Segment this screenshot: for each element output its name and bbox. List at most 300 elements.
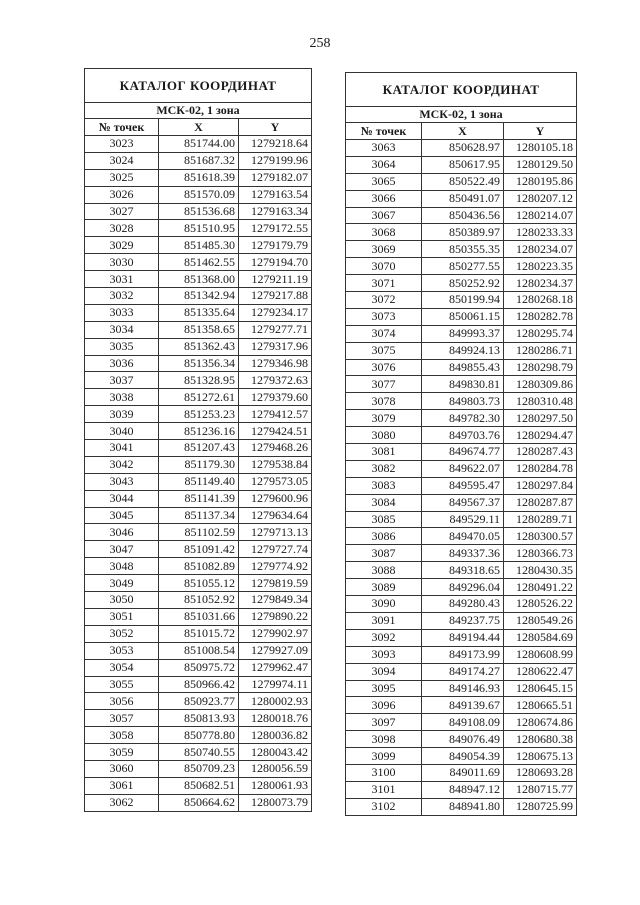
column-header-x: X bbox=[159, 119, 239, 136]
table-row bbox=[346, 275, 577, 292]
catalog-rows bbox=[85, 136, 312, 812]
point-number-cell: 3029 bbox=[85, 237, 159, 254]
y-coordinate-cell: 1280430.35 bbox=[504, 562, 577, 579]
catalog-title: КАТАЛОГ КООРДИНАТ bbox=[85, 69, 312, 103]
point-number-cell: 3066 bbox=[346, 190, 422, 207]
point-number-cell: 3076 bbox=[346, 359, 422, 376]
x-coordinate-cell: 849470.05 bbox=[422, 528, 504, 545]
x-coordinate-cell: 851031.66 bbox=[159, 608, 239, 625]
x-coordinate-cell: 850061.15 bbox=[422, 308, 504, 325]
point-number-cell: 3040 bbox=[85, 423, 159, 440]
table-row bbox=[85, 558, 312, 575]
y-coordinate-cell: 1280608.99 bbox=[504, 646, 577, 663]
y-coordinate-cell: 1280674.86 bbox=[504, 714, 577, 731]
table-row bbox=[346, 224, 577, 241]
x-coordinate-cell: 850522.49 bbox=[422, 173, 504, 190]
table-row bbox=[85, 254, 312, 271]
y-coordinate-cell: 1279974.11 bbox=[239, 676, 312, 693]
table-row bbox=[346, 680, 577, 697]
point-number-cell: 3038 bbox=[85, 389, 159, 406]
x-coordinate-cell: 851207.43 bbox=[159, 440, 239, 457]
x-coordinate-cell: 850277.55 bbox=[422, 258, 504, 275]
point-number-cell: 3051 bbox=[85, 608, 159, 625]
table-row bbox=[346, 258, 577, 275]
table-row bbox=[346, 764, 577, 781]
x-coordinate-cell: 849194.44 bbox=[422, 629, 504, 646]
x-coordinate-cell: 849280.43 bbox=[422, 596, 504, 613]
point-number-cell: 3026 bbox=[85, 186, 159, 203]
x-coordinate-cell: 849703.76 bbox=[422, 427, 504, 444]
x-coordinate-cell: 849674.77 bbox=[422, 444, 504, 461]
point-number-cell: 3060 bbox=[85, 760, 159, 777]
y-coordinate-cell: 1279412.57 bbox=[239, 406, 312, 423]
point-number-cell: 3092 bbox=[346, 629, 422, 646]
x-coordinate-cell: 850389.97 bbox=[422, 224, 504, 241]
y-coordinate-cell: 1279713.13 bbox=[239, 524, 312, 541]
table-row bbox=[346, 731, 577, 748]
point-number-cell: 3085 bbox=[346, 511, 422, 528]
table-row bbox=[85, 642, 312, 659]
point-number-cell: 3101 bbox=[346, 781, 422, 798]
x-coordinate-cell: 850975.72 bbox=[159, 659, 239, 676]
x-coordinate-cell: 849855.43 bbox=[422, 359, 504, 376]
y-coordinate-cell: 1280056.59 bbox=[239, 760, 312, 777]
x-coordinate-cell: 851510.95 bbox=[159, 220, 239, 237]
point-number-cell: 3072 bbox=[346, 292, 422, 309]
table-row bbox=[85, 355, 312, 372]
y-coordinate-cell: 1279199.96 bbox=[239, 152, 312, 169]
point-number-cell: 3068 bbox=[346, 224, 422, 241]
column-header-point: № точек bbox=[346, 123, 422, 140]
point-number-cell: 3053 bbox=[85, 642, 159, 659]
y-coordinate-cell: 1279962.47 bbox=[239, 659, 312, 676]
table-row bbox=[346, 376, 577, 393]
x-coordinate-cell: 851102.59 bbox=[159, 524, 239, 541]
x-coordinate-cell: 849139.67 bbox=[422, 697, 504, 714]
table-row bbox=[346, 241, 577, 258]
x-coordinate-cell: 850491.07 bbox=[422, 190, 504, 207]
table-row bbox=[85, 575, 312, 592]
y-coordinate-cell: 1280284.78 bbox=[504, 460, 577, 477]
y-coordinate-cell: 1280036.82 bbox=[239, 727, 312, 744]
x-coordinate-cell: 851015.72 bbox=[159, 625, 239, 642]
point-number-cell: 3064 bbox=[346, 156, 422, 173]
x-coordinate-cell: 849567.37 bbox=[422, 494, 504, 511]
point-number-cell: 3044 bbox=[85, 490, 159, 507]
x-coordinate-cell: 849011.69 bbox=[422, 764, 504, 781]
y-coordinate-cell: 1280268.18 bbox=[504, 292, 577, 309]
table-row bbox=[85, 592, 312, 609]
point-number-cell: 3049 bbox=[85, 575, 159, 592]
point-number-cell: 3089 bbox=[346, 579, 422, 596]
y-coordinate-cell: 1280043.42 bbox=[239, 744, 312, 761]
point-number-cell: 3100 bbox=[346, 764, 422, 781]
point-number-cell: 3055 bbox=[85, 676, 159, 693]
point-number-cell: 3032 bbox=[85, 288, 159, 305]
y-coordinate-cell: 1279182.07 bbox=[239, 169, 312, 186]
table-row bbox=[346, 156, 577, 173]
point-number-cell: 3096 bbox=[346, 697, 422, 714]
point-number-cell: 3062 bbox=[85, 794, 159, 811]
x-coordinate-cell: 851137.34 bbox=[159, 507, 239, 524]
point-number-cell: 3081 bbox=[346, 444, 422, 461]
point-number-cell: 3099 bbox=[346, 748, 422, 765]
y-coordinate-cell: 1280214.07 bbox=[504, 207, 577, 224]
x-coordinate-cell: 850923.77 bbox=[159, 693, 239, 710]
point-number-cell: 3031 bbox=[85, 271, 159, 288]
point-number-cell: 3059 bbox=[85, 744, 159, 761]
catalog-zone: МСК-02, 1 зона bbox=[85, 103, 312, 119]
table-row bbox=[346, 342, 577, 359]
table-row bbox=[346, 596, 577, 613]
column-header-point: № точек bbox=[85, 119, 159, 136]
y-coordinate-cell: 1280195.86 bbox=[504, 173, 577, 190]
y-coordinate-cell: 1279727.74 bbox=[239, 541, 312, 558]
y-coordinate-cell: 1279217.88 bbox=[239, 288, 312, 305]
table-row bbox=[85, 321, 312, 338]
x-coordinate-cell: 851091.42 bbox=[159, 541, 239, 558]
point-number-cell: 3075 bbox=[346, 342, 422, 359]
point-number-cell: 3073 bbox=[346, 308, 422, 325]
table-row bbox=[85, 406, 312, 423]
x-coordinate-cell: 850617.95 bbox=[422, 156, 504, 173]
point-number-cell: 3046 bbox=[85, 524, 159, 541]
x-coordinate-cell: 850436.56 bbox=[422, 207, 504, 224]
x-coordinate-cell: 851358.65 bbox=[159, 321, 239, 338]
x-coordinate-cell: 849173.99 bbox=[422, 646, 504, 663]
y-coordinate-cell: 1280287.87 bbox=[504, 494, 577, 511]
point-number-cell: 3027 bbox=[85, 203, 159, 220]
x-coordinate-cell: 848941.80 bbox=[422, 798, 504, 815]
x-coordinate-cell: 851744.00 bbox=[159, 136, 239, 153]
y-coordinate-cell: 1280287.43 bbox=[504, 444, 577, 461]
table-row bbox=[346, 460, 577, 477]
point-number-cell: 3090 bbox=[346, 596, 422, 613]
x-coordinate-cell: 849830.81 bbox=[422, 376, 504, 393]
table-row bbox=[346, 663, 577, 680]
x-coordinate-cell: 851485.30 bbox=[159, 237, 239, 254]
table-row bbox=[346, 511, 577, 528]
point-number-cell: 3063 bbox=[346, 140, 422, 157]
x-coordinate-cell: 849146.93 bbox=[422, 680, 504, 697]
y-coordinate-cell: 1279379.60 bbox=[239, 389, 312, 406]
x-coordinate-cell: 851356.34 bbox=[159, 355, 239, 372]
point-number-cell: 3095 bbox=[346, 680, 422, 697]
y-coordinate-cell: 1279902.97 bbox=[239, 625, 312, 642]
y-coordinate-cell: 1280310.48 bbox=[504, 393, 577, 410]
y-coordinate-cell: 1279819.59 bbox=[239, 575, 312, 592]
x-coordinate-cell: 849237.75 bbox=[422, 612, 504, 629]
y-coordinate-cell: 1280297.84 bbox=[504, 477, 577, 494]
y-coordinate-cell: 1280286.71 bbox=[504, 342, 577, 359]
point-number-cell: 3091 bbox=[346, 612, 422, 629]
y-coordinate-cell: 1280223.35 bbox=[504, 258, 577, 275]
table-row bbox=[85, 710, 312, 727]
y-coordinate-cell: 1279372.63 bbox=[239, 372, 312, 389]
y-coordinate-cell: 1280309.86 bbox=[504, 376, 577, 393]
x-coordinate-cell: 851687.32 bbox=[159, 152, 239, 169]
table-row bbox=[346, 207, 577, 224]
point-number-cell: 3023 bbox=[85, 136, 159, 153]
x-coordinate-cell: 849054.39 bbox=[422, 748, 504, 765]
y-coordinate-cell: 1279573.05 bbox=[239, 473, 312, 490]
point-number-cell: 3041 bbox=[85, 440, 159, 457]
catalog-title: КАТАЛОГ КООРДИНАТ bbox=[346, 73, 577, 107]
x-coordinate-cell: 851362.43 bbox=[159, 338, 239, 355]
y-coordinate-cell: 1280526.22 bbox=[504, 596, 577, 613]
table-row bbox=[346, 646, 577, 663]
table-row bbox=[346, 393, 577, 410]
y-coordinate-cell: 1279179.79 bbox=[239, 237, 312, 254]
table-row bbox=[85, 237, 312, 254]
column-header-x: X bbox=[422, 123, 504, 140]
y-coordinate-cell: 1280549.26 bbox=[504, 612, 577, 629]
table-row bbox=[85, 423, 312, 440]
table-row bbox=[85, 152, 312, 169]
point-number-cell: 3036 bbox=[85, 355, 159, 372]
x-coordinate-cell: 851052.92 bbox=[159, 592, 239, 609]
x-coordinate-cell: 850709.23 bbox=[159, 760, 239, 777]
y-coordinate-cell: 1279890.22 bbox=[239, 608, 312, 625]
table-row bbox=[346, 629, 577, 646]
table-row bbox=[85, 676, 312, 693]
x-coordinate-cell: 849782.30 bbox=[422, 410, 504, 427]
y-coordinate-cell: 1280680.38 bbox=[504, 731, 577, 748]
table-row bbox=[85, 727, 312, 744]
table-row bbox=[346, 562, 577, 579]
point-number-cell: 3079 bbox=[346, 410, 422, 427]
y-coordinate-cell: 1279194.70 bbox=[239, 254, 312, 271]
point-number-cell: 3054 bbox=[85, 659, 159, 676]
point-number-cell: 3050 bbox=[85, 592, 159, 609]
y-coordinate-cell: 1279424.51 bbox=[239, 423, 312, 440]
x-coordinate-cell: 851236.16 bbox=[159, 423, 239, 440]
x-coordinate-cell: 850355.35 bbox=[422, 241, 504, 258]
table-row bbox=[85, 389, 312, 406]
point-number-cell: 3035 bbox=[85, 338, 159, 355]
table-row bbox=[85, 372, 312, 389]
catalog-rows bbox=[346, 140, 577, 816]
point-number-cell: 3037 bbox=[85, 372, 159, 389]
table-row bbox=[346, 410, 577, 427]
point-number-cell: 3074 bbox=[346, 325, 422, 342]
x-coordinate-cell: 850813.93 bbox=[159, 710, 239, 727]
y-coordinate-cell: 1279774.92 bbox=[239, 558, 312, 575]
point-number-cell: 3093 bbox=[346, 646, 422, 663]
x-coordinate-cell: 849803.73 bbox=[422, 393, 504, 410]
point-number-cell: 3067 bbox=[346, 207, 422, 224]
point-number-cell: 3025 bbox=[85, 169, 159, 186]
x-coordinate-cell: 850664.62 bbox=[159, 794, 239, 811]
y-coordinate-cell: 1280105.18 bbox=[504, 140, 577, 157]
point-number-cell: 3098 bbox=[346, 731, 422, 748]
table-row bbox=[85, 203, 312, 220]
table-row bbox=[85, 304, 312, 321]
point-number-cell: 3082 bbox=[346, 460, 422, 477]
x-coordinate-cell: 849337.36 bbox=[422, 545, 504, 562]
point-number-cell: 3034 bbox=[85, 321, 159, 338]
point-number-cell: 3028 bbox=[85, 220, 159, 237]
x-coordinate-cell: 851055.12 bbox=[159, 575, 239, 592]
table-row bbox=[85, 220, 312, 237]
x-coordinate-cell: 849622.07 bbox=[422, 460, 504, 477]
y-coordinate-cell: 1280297.50 bbox=[504, 410, 577, 427]
x-coordinate-cell: 849318.65 bbox=[422, 562, 504, 579]
y-coordinate-cell: 1280129.50 bbox=[504, 156, 577, 173]
coordinate-catalog-left bbox=[84, 68, 312, 812]
point-number-cell: 3024 bbox=[85, 152, 159, 169]
y-coordinate-cell: 1279600.96 bbox=[239, 490, 312, 507]
page-number: 258 bbox=[309, 36, 331, 51]
table-row bbox=[346, 427, 577, 444]
y-coordinate-cell: 1279538.84 bbox=[239, 456, 312, 473]
point-number-cell: 3080 bbox=[346, 427, 422, 444]
y-coordinate-cell: 1279346.98 bbox=[239, 355, 312, 372]
point-number-cell: 3088 bbox=[346, 562, 422, 579]
x-coordinate-cell: 851272.61 bbox=[159, 389, 239, 406]
y-coordinate-cell: 1280207.12 bbox=[504, 190, 577, 207]
table-row bbox=[85, 490, 312, 507]
table-row bbox=[85, 169, 312, 186]
table-row bbox=[346, 528, 577, 545]
table-row bbox=[346, 781, 577, 798]
point-number-cell: 3077 bbox=[346, 376, 422, 393]
y-coordinate-cell: 1280725.99 bbox=[504, 798, 577, 815]
table-row bbox=[346, 798, 577, 815]
y-coordinate-cell: 1280018.76 bbox=[239, 710, 312, 727]
point-number-cell: 3056 bbox=[85, 693, 159, 710]
y-coordinate-cell: 1280645.15 bbox=[504, 680, 577, 697]
column-header-y: Y bbox=[504, 123, 577, 140]
point-number-cell: 3070 bbox=[346, 258, 422, 275]
y-coordinate-cell: 1279927.09 bbox=[239, 642, 312, 659]
table-row bbox=[346, 545, 577, 562]
x-coordinate-cell: 851536.68 bbox=[159, 203, 239, 220]
y-coordinate-cell: 1280002.93 bbox=[239, 693, 312, 710]
point-number-cell: 3042 bbox=[85, 456, 159, 473]
y-coordinate-cell: 1280665.51 bbox=[504, 697, 577, 714]
x-coordinate-cell: 849993.37 bbox=[422, 325, 504, 342]
y-coordinate-cell: 1279172.55 bbox=[239, 220, 312, 237]
point-number-cell: 3057 bbox=[85, 710, 159, 727]
table-row bbox=[85, 524, 312, 541]
table-row bbox=[85, 338, 312, 355]
x-coordinate-cell: 851141.39 bbox=[159, 490, 239, 507]
x-coordinate-cell: 851082.89 bbox=[159, 558, 239, 575]
column-header-y: Y bbox=[239, 119, 312, 136]
y-coordinate-cell: 1279163.34 bbox=[239, 203, 312, 220]
y-coordinate-cell: 1279468.26 bbox=[239, 440, 312, 457]
x-coordinate-cell: 851570.09 bbox=[159, 186, 239, 203]
x-coordinate-cell: 850966.42 bbox=[159, 676, 239, 693]
table-row bbox=[346, 714, 577, 731]
point-number-cell: 3033 bbox=[85, 304, 159, 321]
table-row bbox=[85, 625, 312, 642]
x-coordinate-cell: 851368.00 bbox=[159, 271, 239, 288]
y-coordinate-cell: 1279317.96 bbox=[239, 338, 312, 355]
point-number-cell: 3094 bbox=[346, 663, 422, 680]
table-row bbox=[346, 190, 577, 207]
x-coordinate-cell: 851149.40 bbox=[159, 473, 239, 490]
point-number-cell: 3043 bbox=[85, 473, 159, 490]
x-coordinate-cell: 849076.49 bbox=[422, 731, 504, 748]
y-coordinate-cell: 1280300.57 bbox=[504, 528, 577, 545]
point-number-cell: 3084 bbox=[346, 494, 422, 511]
x-coordinate-cell: 849924.13 bbox=[422, 342, 504, 359]
coordinate-catalog-right bbox=[345, 72, 577, 816]
point-number-cell: 3071 bbox=[346, 275, 422, 292]
y-coordinate-cell: 1279211.19 bbox=[239, 271, 312, 288]
point-number-cell: 3078 bbox=[346, 393, 422, 410]
point-number-cell: 3097 bbox=[346, 714, 422, 731]
table-row bbox=[346, 308, 577, 325]
y-coordinate-cell: 1280295.74 bbox=[504, 325, 577, 342]
x-coordinate-cell: 849174.27 bbox=[422, 663, 504, 680]
point-number-cell: 3045 bbox=[85, 507, 159, 524]
table-row bbox=[85, 693, 312, 710]
table-row bbox=[346, 477, 577, 494]
table-row bbox=[85, 186, 312, 203]
table-row bbox=[85, 271, 312, 288]
table-row bbox=[85, 440, 312, 457]
table-row bbox=[85, 288, 312, 305]
point-number-cell: 3065 bbox=[346, 173, 422, 190]
table-row bbox=[85, 507, 312, 524]
x-coordinate-cell: 851328.95 bbox=[159, 372, 239, 389]
y-coordinate-cell: 1279234.17 bbox=[239, 304, 312, 321]
table-row bbox=[85, 659, 312, 676]
point-number-cell: 3061 bbox=[85, 777, 159, 794]
table-row bbox=[85, 777, 312, 794]
y-coordinate-cell: 1279163.54 bbox=[239, 186, 312, 203]
table-row bbox=[346, 325, 577, 342]
y-coordinate-cell: 1280366.73 bbox=[504, 545, 577, 562]
y-coordinate-cell: 1280491.22 bbox=[504, 579, 577, 596]
y-coordinate-cell: 1280622.47 bbox=[504, 663, 577, 680]
y-coordinate-cell: 1280234.07 bbox=[504, 241, 577, 258]
point-number-cell: 3058 bbox=[85, 727, 159, 744]
x-coordinate-cell: 850778.80 bbox=[159, 727, 239, 744]
table-row bbox=[85, 744, 312, 761]
x-coordinate-cell: 850199.94 bbox=[422, 292, 504, 309]
table-row bbox=[85, 794, 312, 811]
y-coordinate-cell: 1279277.71 bbox=[239, 321, 312, 338]
table-row bbox=[346, 173, 577, 190]
x-coordinate-cell: 851342.94 bbox=[159, 288, 239, 305]
table-row bbox=[85, 760, 312, 777]
y-coordinate-cell: 1280715.77 bbox=[504, 781, 577, 798]
table-row bbox=[346, 140, 577, 157]
y-coordinate-cell: 1280693.28 bbox=[504, 764, 577, 781]
point-number-cell: 3087 bbox=[346, 545, 422, 562]
y-coordinate-cell: 1280298.79 bbox=[504, 359, 577, 376]
y-coordinate-cell: 1280073.79 bbox=[239, 794, 312, 811]
point-number-cell: 3047 bbox=[85, 541, 159, 558]
x-coordinate-cell: 851335.64 bbox=[159, 304, 239, 321]
table-row bbox=[346, 612, 577, 629]
y-coordinate-cell: 1279218.64 bbox=[239, 136, 312, 153]
x-coordinate-cell: 848947.12 bbox=[422, 781, 504, 798]
x-coordinate-cell: 851462.55 bbox=[159, 254, 239, 271]
x-coordinate-cell: 850252.92 bbox=[422, 275, 504, 292]
y-coordinate-cell: 1280233.33 bbox=[504, 224, 577, 241]
y-coordinate-cell: 1279849.34 bbox=[239, 592, 312, 609]
point-number-cell: 3069 bbox=[346, 241, 422, 258]
table-row bbox=[85, 541, 312, 558]
table-row bbox=[85, 456, 312, 473]
y-coordinate-cell: 1280061.93 bbox=[239, 777, 312, 794]
point-number-cell: 3048 bbox=[85, 558, 159, 575]
